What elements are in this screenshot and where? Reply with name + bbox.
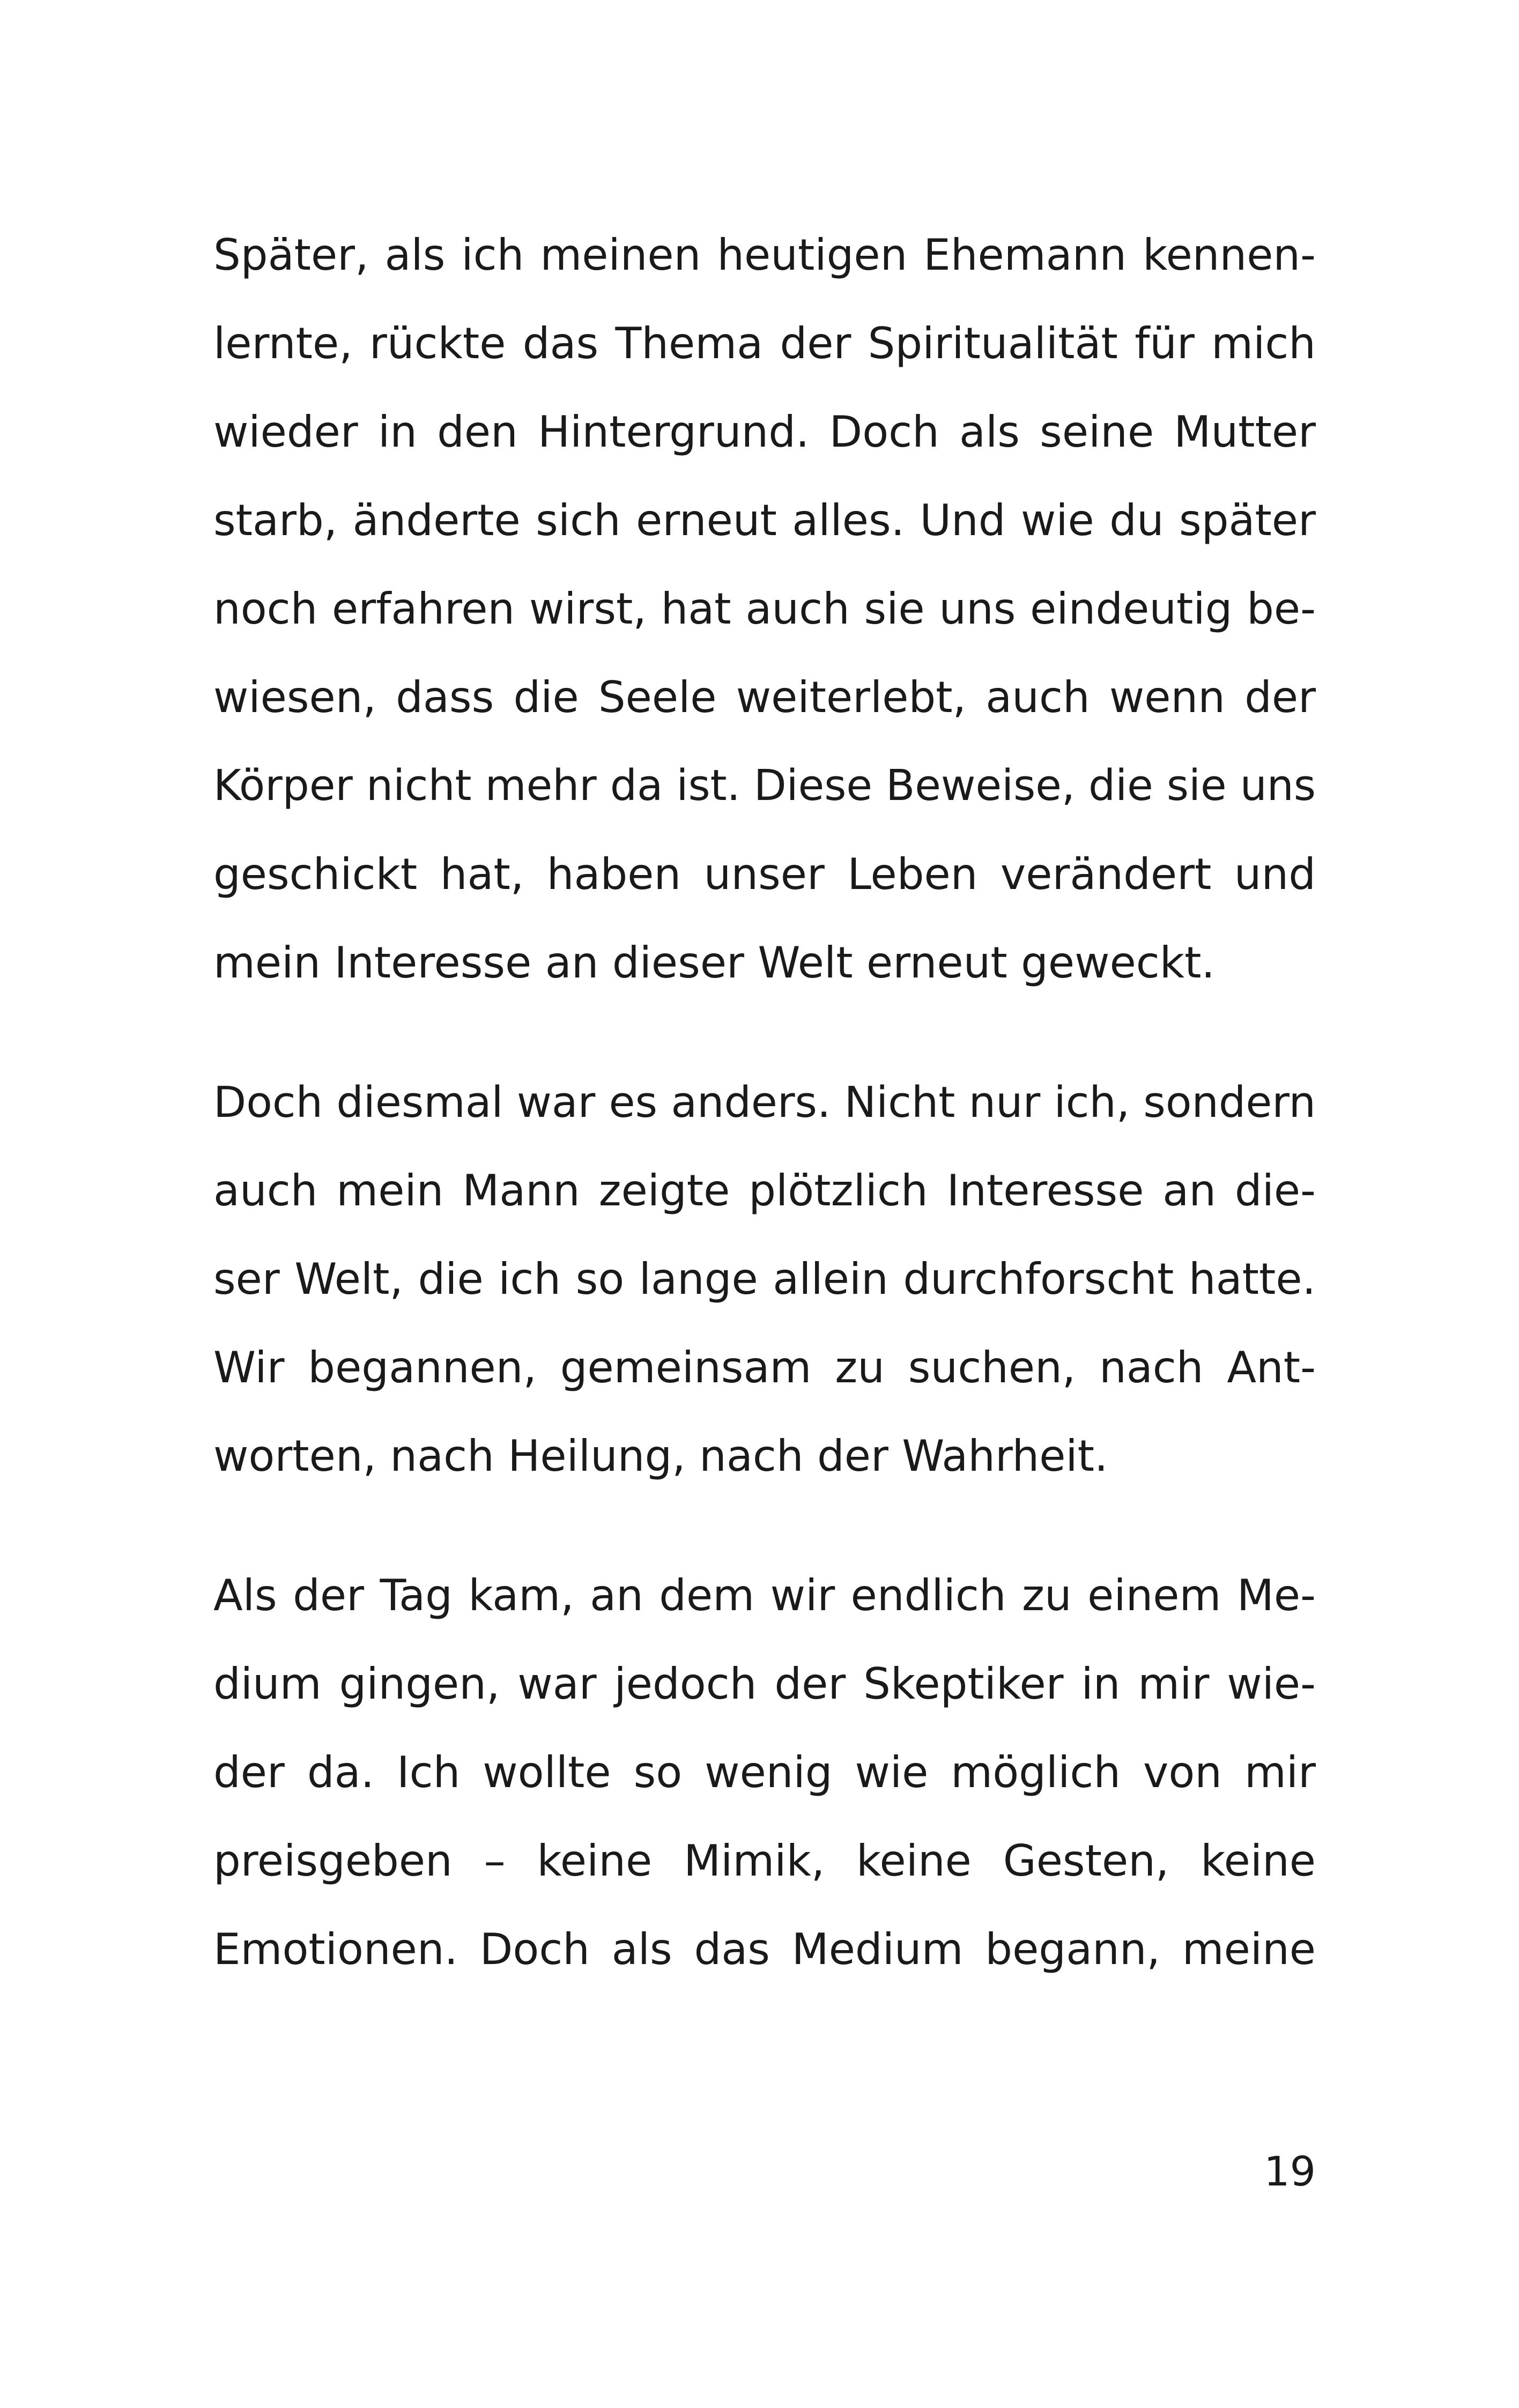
text-line: starb, änderte sich erneut alles. Und wie du später [213,495,1316,545]
text-line: Körper nicht mehr da ist. Diese Beweise, die sie uns [213,761,1316,810]
text-line: Als der Tag kam, an dem wir endlich zu einem Me- [213,1570,1316,1620]
page-number: 19 [1264,2147,1316,2195]
text-line: Emotionen. Doch als das Medium begann, meine [213,1924,1316,1974]
text-line: mein Interesse an dieser Welt erneut geweckt. [213,938,1215,988]
text-line: Später, als ich meinen heutigen Ehemann kennen- [213,230,1316,280]
text-line: der da. Ich wollte so wenig wie möglich von mir [213,1747,1316,1797]
text-line: wiesen, dass die Seele weiterlebt, auch wenn der [213,672,1316,722]
paragraph [213,1058,1316,1500]
text-line: Doch diesmal war es anders. Nicht nur ich, sondern [213,1077,1316,1127]
text-line: dium gingen, war jedoch der Skeptiker in mir wie- [213,1659,1316,1709]
text-line: Wir begannen, gemeinsam zu suchen, nach Ant- [213,1343,1316,1392]
text-line: lernte, rückte das Thema der Spiritualität für mich [213,318,1316,368]
text-line: noch erfahren wirst, hat auch sie uns eindeutig be- [213,584,1316,634]
paragraph [213,211,1316,1007]
text-line: ser Welt, die ich so lange allein durchforscht hatte. [213,1254,1316,1304]
text-line: worten, nach Heilung, nach der Wahrheit. [213,1431,1108,1481]
text-line: geschickt hat, haben unser Leben verändert und [213,849,1316,899]
text-line: wieder in den Hintergrund. Doch als seine Mutter [213,407,1316,457]
body-text [213,211,1316,2044]
text-line: preisgeben – keine Mimik, keine Gesten, keine [213,1836,1316,1886]
text-line: auch mein Mann zeigte plötzlich Interesse an die- [213,1166,1316,1216]
paragraph [213,1551,1316,1994]
